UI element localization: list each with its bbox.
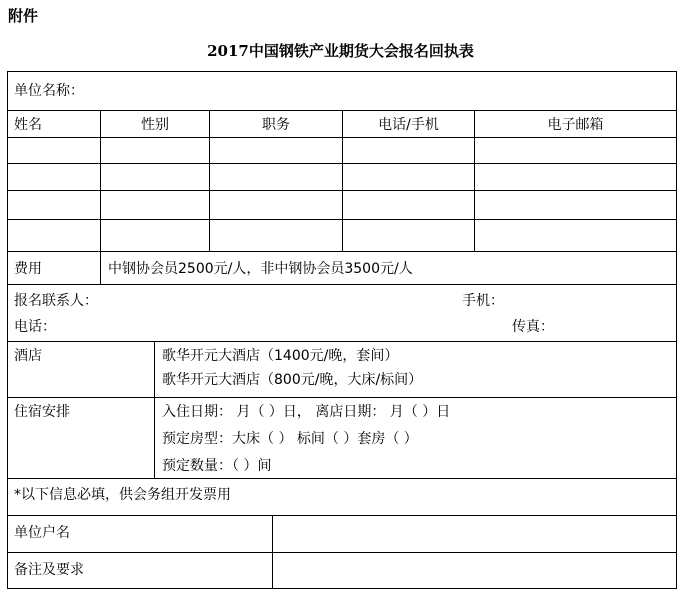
row-divider [7, 251, 677, 252]
table-bottom-border [7, 588, 677, 589]
remarks-field[interactable] [273, 553, 676, 588]
hotel-option-suite: 歌华开元大酒店（1400元/晚，套间） [162, 348, 399, 364]
hotel-option-standard: 歌华开元大酒店（800元/晚，大床/标间） [162, 372, 423, 388]
phone-label: 电话： [14, 319, 56, 335]
fee-text: 中钢协会员2500元/人，非中钢协会员3500元/人 [108, 261, 413, 277]
fee-label: 费用 [14, 261, 42, 277]
page-title: 2017中国钢铁产业期货大会报名回执表 [207, 42, 474, 60]
account-name-field[interactable] [273, 516, 676, 552]
table-cell[interactable] [210, 138, 342, 163]
column-header-name: 姓名 [14, 117, 42, 133]
column-header-phone: 电话/手机 [378, 117, 439, 133]
table-right-border [676, 71, 677, 589]
table-cell[interactable] [475, 138, 676, 163]
unit-name-label: 单位名称： [14, 83, 84, 99]
remarks-label: 备注及要求 [14, 562, 84, 578]
column-header-gender: 性别 [141, 117, 169, 133]
lodging-label: 住宿安排 [14, 404, 70, 420]
contact-person-label: 报名联系人： [14, 293, 98, 309]
row-divider [7, 284, 677, 285]
column-header-position: 职务 [262, 117, 290, 133]
hotel-label: 酒店 [14, 348, 42, 364]
column-divider [154, 341, 155, 478]
attachment-label: 附件 [8, 7, 39, 25]
invoice-note: *以下信息必填，供会务组开发票用 [14, 487, 231, 503]
column-divider [100, 251, 101, 284]
table-cell[interactable] [101, 138, 209, 163]
check-in-out-dates[interactable]: 入住日期： 月（ ）日， 离店日期： 月（ ）日 [162, 404, 451, 420]
room-type-selection[interactable]: 预定房型：大床（ ） 标间（ ）套房（ ） [162, 431, 418, 447]
row-divider [7, 397, 677, 398]
mobile-label: 手机： [462, 293, 504, 309]
row-divider [7, 341, 677, 342]
room-quantity[interactable]: 预定数量：（ ）间 [162, 458, 272, 474]
table-top-border [7, 71, 677, 72]
fax-label: 传真： [512, 319, 554, 335]
table-cell[interactable] [343, 138, 474, 163]
table-cell[interactable] [8, 138, 100, 163]
row-divider [7, 478, 677, 479]
column-header-email: 电子邮箱 [547, 117, 604, 133]
account-name-label: 单位户名 [14, 525, 70, 541]
